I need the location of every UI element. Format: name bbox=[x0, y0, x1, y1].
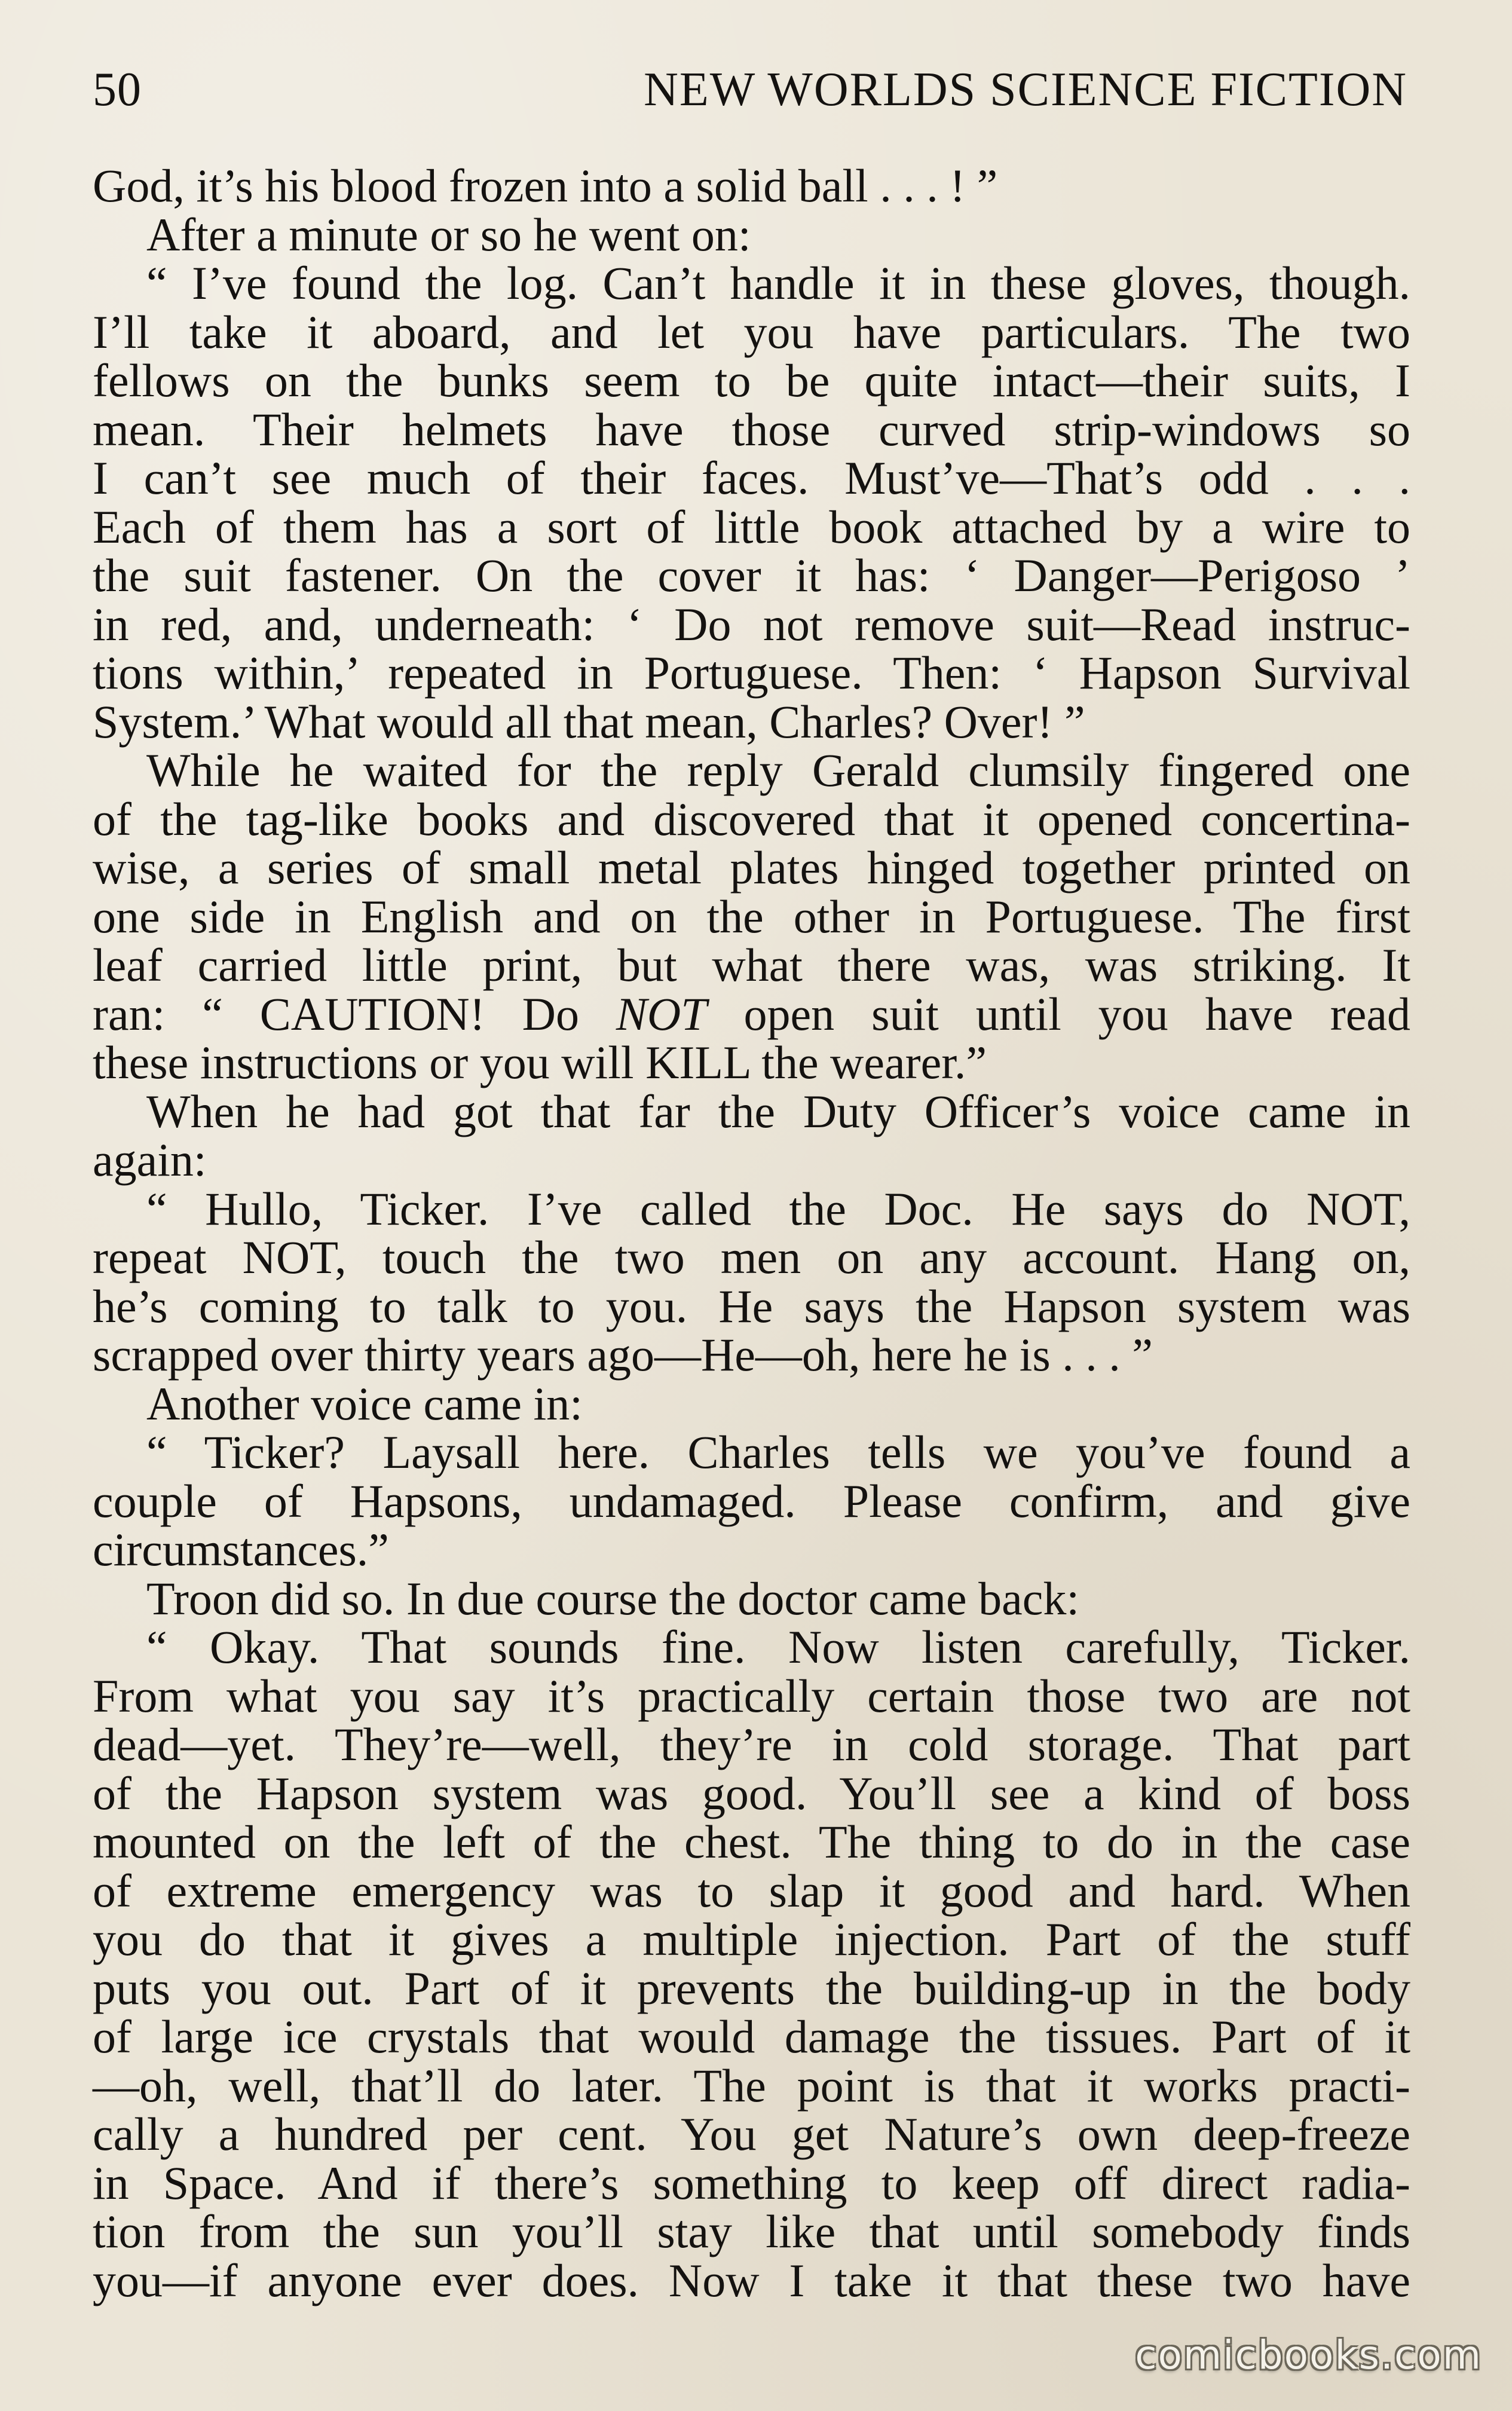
emphasis-text: NOT bbox=[616, 987, 707, 1040]
text-line: these instructions or you will KILL the wearer.” bbox=[93, 1036, 987, 1088]
text-line: Troon did so. In due course the doctor came back: bbox=[146, 1572, 1080, 1624]
text-line: cally a hundred per cent. You get Nature’s own deep-freeze bbox=[93, 2108, 1410, 2160]
text-segment: open suit until you have read bbox=[706, 987, 1410, 1040]
text-line: scrapped over thirty years ago—He—oh, here he is . . . ” bbox=[93, 1329, 1153, 1381]
text-line: —oh, well, that’ll do later. The point is that it works practi- bbox=[93, 2059, 1410, 2112]
text-line bbox=[93, 987, 1410, 1040]
text-line: “ Okay. That sounds fine. Now listen carefully, Ticker. bbox=[146, 1621, 1410, 1673]
text-line: of the tag-like books and discovered that it opened concertina- bbox=[93, 793, 1410, 845]
text-line: After a minute or so he went on: bbox=[146, 208, 751, 261]
text-line: fellows on the bunks seem to be quite intact—their suits, I bbox=[93, 354, 1410, 406]
text-line: Another voice came in: bbox=[146, 1377, 583, 1430]
text-line: in Space. And if there’s something to keep off direct radia- bbox=[93, 2156, 1410, 2209]
text-line: you do that it gives a multiple injection. Part of the stuff bbox=[93, 1913, 1410, 1965]
text-line: tions within,’ repeated in Portuguese. Then: ‘ Hapson Survival bbox=[93, 647, 1410, 699]
text-line: “ Ticker? Laysall here. Charles tells we you’ve found a bbox=[146, 1426, 1410, 1478]
text-segment: ran: “ CAUTION! Do bbox=[93, 987, 616, 1040]
text-line: mounted on the left of the chest. The thing to do in the case bbox=[93, 1816, 1410, 1868]
text-line: “ Hullo, Ticker. I’ve called the Doc. He says do NOT, bbox=[146, 1182, 1410, 1235]
text-line: dead—yet. They’re—well, they’re in cold storage. That part bbox=[93, 1718, 1410, 1770]
watermark: comicbooks.com bbox=[1135, 2332, 1482, 2378]
text-line: in red, and, underneath: ‘ Do not remove suit—Read instruc- bbox=[93, 598, 1410, 650]
text-line: I can’t see much of their faces. Must’ve—That’s odd . . . bbox=[93, 452, 1410, 504]
text-line: one side in English and on the other in Portuguese. The first bbox=[93, 890, 1410, 943]
running-head: NEW WORLDS SCIENCE FICTION bbox=[644, 63, 1407, 116]
text-line: From what you say it’s practically certain those two are not bbox=[93, 1669, 1410, 1722]
text-line: Each of them has a sort of little book attached by a wire to bbox=[93, 500, 1410, 553]
text-line: God, it’s his blood frozen into a solid ball . . . ! ” bbox=[93, 160, 998, 212]
text-line: you—if anyone ever does. Now I take it that these two have bbox=[93, 2254, 1410, 2306]
text-line: of the Hapson system was good. You’ll see a kind of boss bbox=[93, 1767, 1410, 1819]
text-line: System.’ What would all that mean, Charles? Over! ” bbox=[93, 695, 1085, 748]
text-line: again: bbox=[93, 1134, 207, 1186]
page-header bbox=[93, 60, 1407, 120]
text-line: tion from the sun you’ll stay like that until somebody finds bbox=[93, 2205, 1410, 2257]
text-line: circumstances.” bbox=[93, 1523, 389, 1575]
text-line: couple of Hapsons, undamaged. Please confirm, and give bbox=[93, 1474, 1410, 1527]
body-text bbox=[93, 161, 1410, 2305]
text-line: he’s coming to talk to you. He says the Hapson system was bbox=[93, 1280, 1410, 1332]
page-number: 50 bbox=[93, 63, 142, 116]
text-line: of large ice crystals that would damage the tissues. Part of it bbox=[93, 2011, 1410, 2063]
text-line: the suit fastener. On the cover it has: ‘ Danger—Perigoso ’ bbox=[93, 549, 1410, 601]
text-line: of extreme emergency was to slap it good and hard. When bbox=[93, 1864, 1410, 1917]
text-line: leaf carried little print, but what there was, was striking. It bbox=[93, 939, 1410, 991]
text-line: puts you out. Part of it prevents the building-up in the body bbox=[93, 1962, 1410, 2014]
text-line: While he waited for the reply Gerald clumsily fingered one bbox=[146, 744, 1410, 796]
text-line: I’ll take it aboard, and let you have particulars. The two bbox=[93, 305, 1410, 358]
text-line: wise, a series of small metal plates hinged together printed on bbox=[93, 842, 1410, 894]
text-line: “ I’ve found the log. Can’t handle it in these gloves, though. bbox=[146, 257, 1410, 309]
text-line: mean. Their helmets have those curved strip-windows so bbox=[93, 403, 1410, 455]
text-line: repeat NOT, touch the two men on any account. Hang on, bbox=[93, 1231, 1410, 1283]
text-line: When he had got that far the Duty Officer’s voice came in bbox=[146, 1085, 1410, 1137]
